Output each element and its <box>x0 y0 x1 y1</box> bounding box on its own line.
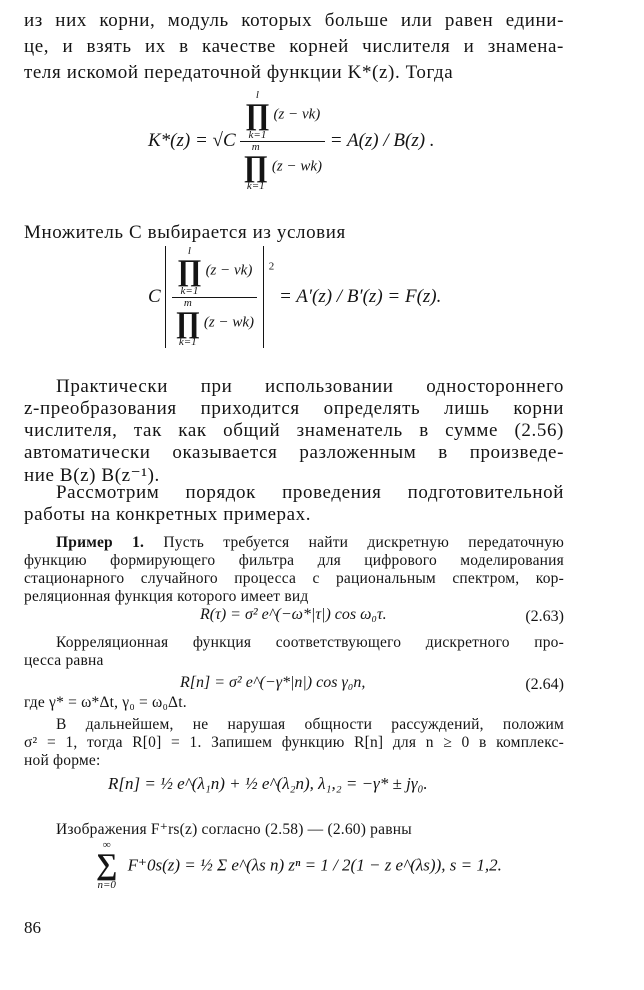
text-line: автоматически оказывается разложенным в произведе- <box>24 442 564 463</box>
equation-r-n: R[n] = σ² e^(−γ*|n|) cos γ₀n, <box>180 674 366 691</box>
kz-rhs: = A(z) / B(z) . <box>329 130 435 151</box>
equation-kz <box>148 90 435 192</box>
text-line: Практически при использовании одностороннего <box>56 376 564 397</box>
example-line: Корреляционная функция соответствующего дискретного про- <box>56 634 564 651</box>
example-line: цесса равна <box>24 652 104 669</box>
equation-r-complex: R[n] = ½ e^(λ₁n) + ½ e^(λ₂n), λ₁,₂ = −γ* ± jγ₀. <box>108 774 428 793</box>
kz-lhs: K*(z) = √C <box>148 130 236 151</box>
equation-c: C l ∏ k=1 (z − vk) m ∏ k=1 (z − wk) $^2$ = A′(z) / B′(z) = F(z). <box>148 245 442 348</box>
product-symbol: m ∏ k=1 <box>243 140 269 192</box>
example-line: Изображения F⁺rs(z) согласно (2.58) — (2.60) равны <box>56 821 412 838</box>
page-number: 86 <box>24 918 41 937</box>
text-line: теля искомой передаточной функции K*(z). Тогда <box>24 62 454 83</box>
c-rhs: = A′(z) / B′(z) = F(z). <box>279 286 442 307</box>
example-line: В дальнейшем, не нарушая общности рассуждений, положим <box>56 716 564 733</box>
equation-r-tau: R(τ) = σ² e^(−ω*|τ|) cos ω₀τ. <box>200 606 387 623</box>
product-symbol: l ∏ k=1 <box>177 245 202 297</box>
equation-number: (2.63) <box>525 608 564 625</box>
product-symbol: m ∏ k=1 <box>175 296 201 348</box>
sum-symbol: ∞ ∑ n=0 <box>96 839 118 891</box>
example-line: ной форме: <box>24 752 101 769</box>
example-line: стационарного случайного процесса с рациональным спектром, кор- <box>24 570 564 587</box>
text-line: работы на конкретных примерах. <box>24 504 312 525</box>
product-symbol: l ∏ k=1 <box>245 89 270 141</box>
example-line: реляционная функция которого имеет вид <box>24 588 309 605</box>
example-title: Пример 1. <box>56 534 145 551</box>
example-line: где γ* = ω*Δt, γ₀ = ω₀Δt. <box>24 694 187 711</box>
example-line: функцию формирующего фильтра для цифрового моделирования <box>24 552 564 569</box>
text-line: z-преобразования приходится определять лишь корни <box>24 398 564 419</box>
text-line: Рассмотрим порядок проведения подготовительной <box>56 482 564 503</box>
text-line: числителя, так как общий знаменатель в сумме (2.56) <box>24 420 564 441</box>
text-line: ние B(z) B(z⁻¹). <box>24 465 160 486</box>
kz-fraction: l ∏ k=1 (z − vk) m ∏ k=1 (z − wk) <box>240 90 325 192</box>
text-line: Множитель C выбирается из условия <box>24 222 346 243</box>
c-lhs: C <box>148 286 161 307</box>
text-line: из них корни, модуль которых больше или равен едини- <box>24 10 564 31</box>
equation-number: (2.64) <box>525 676 564 693</box>
example-line: Пример 1. Пусть требуется найти дискретную передаточную <box>56 534 564 551</box>
equation-f-sum: ∞ ∑ n=0 F⁺0s(z) = ½ Σ e^(λs n) zⁿ = 1 / 2(1 − z e^(λs)), s = 1,2. <box>96 839 502 891</box>
example-line: σ² = 1, тогда R[0] = 1. Запишем функцию R[n] для n ≥ 0 в комплекс- <box>24 734 564 751</box>
abs-value <box>165 246 264 348</box>
c-fraction: l ∏ k=1 (z − vk) m ∏ k=1 (z − wk) <box>172 246 257 348</box>
text-line: це, и взять их в качестве корней числителя и знамена- <box>24 36 564 57</box>
